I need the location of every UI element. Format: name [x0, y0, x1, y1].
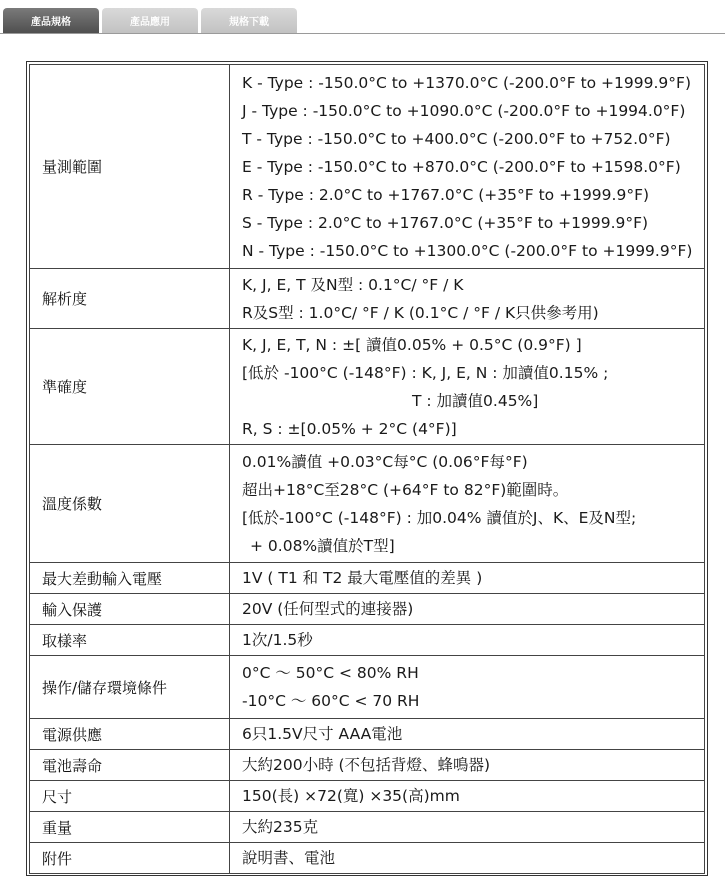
table-row: [30, 269, 705, 329]
range-line-e: E - Type : -150.0°C to +870.0°C (-200.0°F to +1598.0°F): [242, 157, 681, 176]
table-row: [30, 812, 705, 843]
row-label-power: 電源供應: [30, 719, 230, 750]
table-row: [30, 719, 705, 750]
max-voltage-value: 1V ( T1 和 T2 最大電壓值的差異 ): [242, 569, 483, 587]
tab-bar: [3, 8, 297, 33]
power-value: 6只1.5V尺寸 AAA電池: [242, 725, 403, 743]
row-label-temp-coeff: 溫度係數: [30, 445, 230, 563]
tab-divider: [0, 33, 725, 34]
row-value-accessories: [230, 843, 705, 874]
tab-product-application[interactable]: 產品應用: [102, 8, 198, 33]
row-value-weight: [230, 812, 705, 843]
temp-coeff-line-3: [低於-100°C (-148°F) : 加0.04% 讀值於J、K、E及N型;: [242, 508, 637, 527]
tab-spec-download[interactable]: 規格下載: [201, 8, 297, 33]
row-value-resolution: [230, 269, 705, 329]
accuracy-line-1: K, J, E, T, N : ±[ 讀值0.05% + 0.5°C (0.9°F) ]: [242, 335, 582, 354]
table-row: [30, 445, 705, 563]
range-line-r: R - Type : 2.0°C to +1767.0°C (+35°F to +1999.9°F): [242, 185, 650, 204]
row-value-input-protection: [230, 594, 705, 625]
table-row: [30, 563, 705, 594]
range-line-j: J - Type : -150.0°C to +1090.0°C (-200.0°F to +1994.0°F): [242, 101, 686, 120]
row-value-power: [230, 719, 705, 750]
sample-rate-value: 1次/1.5秒: [242, 631, 313, 649]
row-label-dimensions: 尺寸: [30, 781, 230, 812]
resolution-line-2: R及S型 : 1.0°C/ °F / K (0.1°C / °F / K只供參考用): [242, 303, 599, 322]
table-row: [30, 625, 705, 656]
accuracy-line-2: [低於 -100°C (-148°F) : K, J, E, N : 加讀值0.15% ;: [242, 363, 609, 382]
range-line-k: K - Type : -150.0°C to +1370.0°C (-200.0°F to +1999.9°F): [242, 73, 691, 92]
row-label-environment: 操作/儲存環境條件: [30, 656, 230, 719]
table-row: [30, 750, 705, 781]
row-value-accuracy: [230, 329, 705, 445]
row-label-sample-rate: 取樣率: [30, 625, 230, 656]
row-label-accuracy: 準確度: [30, 329, 230, 445]
spec-table: [29, 64, 705, 874]
environment-line-1: 0°C ～ 50°C < 80% RH: [242, 664, 419, 682]
input-protection-value: 20V (任何型式的連接器): [242, 600, 414, 618]
temp-coeff-line-4: + 0.08%讀值於T型]: [250, 536, 395, 555]
row-value-dimensions: [230, 781, 705, 812]
row-label-resolution: 解析度: [30, 269, 230, 329]
battery-life-value: 大約200小時 (不包括背燈、蜂鳴器): [242, 756, 491, 774]
range-line-n: N - Type : -150.0°C to +1300.0°C (-200.0°F to +1999.9°F): [242, 241, 693, 260]
row-label-weight: 重量: [30, 812, 230, 843]
row-label-input-protection: 輸入保護: [30, 594, 230, 625]
row-label-accessories: 附件: [30, 843, 230, 874]
row-value-temp-coeff: [230, 445, 705, 563]
accuracy-line-3: T : 加讀值0.45%]: [412, 391, 539, 410]
temp-coeff-line-1: 0.01%讀值 +0.03°C每°C (0.06°F每°F): [242, 452, 528, 471]
row-label-max-voltage: 最大差動輸入電壓: [30, 563, 230, 594]
resolution-line-1: K, J, E, T 及N型 : 0.1°C/ °F / K: [242, 275, 464, 294]
range-line-s: S - Type : 2.0°C to +1767.0°C (+35°F to +1999.9°F): [242, 213, 649, 232]
row-value-sample-rate: [230, 625, 705, 656]
row-label-battery-life: 電池壽命: [30, 750, 230, 781]
table-row: [30, 843, 705, 874]
row-value-environment: [230, 656, 705, 719]
table-row: [30, 329, 705, 445]
dimensions-value: 150(長) ×72(寬) ×35(高)mm: [242, 787, 460, 805]
accuracy-line-4: R, S : ±[0.05% + 2°C (4°F)]: [242, 419, 457, 438]
accessories-value: 說明書、電池: [242, 849, 336, 867]
row-value-battery-life: [230, 750, 705, 781]
row-label-range: 量測範圍: [30, 65, 230, 269]
row-value-max-voltage: [230, 563, 705, 594]
weight-value: 大約235克: [242, 818, 319, 836]
table-row: [30, 656, 705, 719]
range-line-t: T - Type : -150.0°C to +400.0°C (-200.0°F to +752.0°F): [242, 129, 671, 148]
temp-coeff-line-2: 超出+18°C至28°C (+64°F to 82°F)範圍時。: [242, 480, 569, 499]
row-value-range: [230, 65, 705, 269]
spec-table-frame: [26, 61, 708, 876]
table-row: [30, 594, 705, 625]
tab-product-spec[interactable]: 產品規格: [3, 8, 99, 33]
environment-line-2: -10°C ～ 60°C < 70 RH: [242, 692, 420, 710]
table-row: [30, 781, 705, 812]
table-row: [30, 65, 705, 269]
